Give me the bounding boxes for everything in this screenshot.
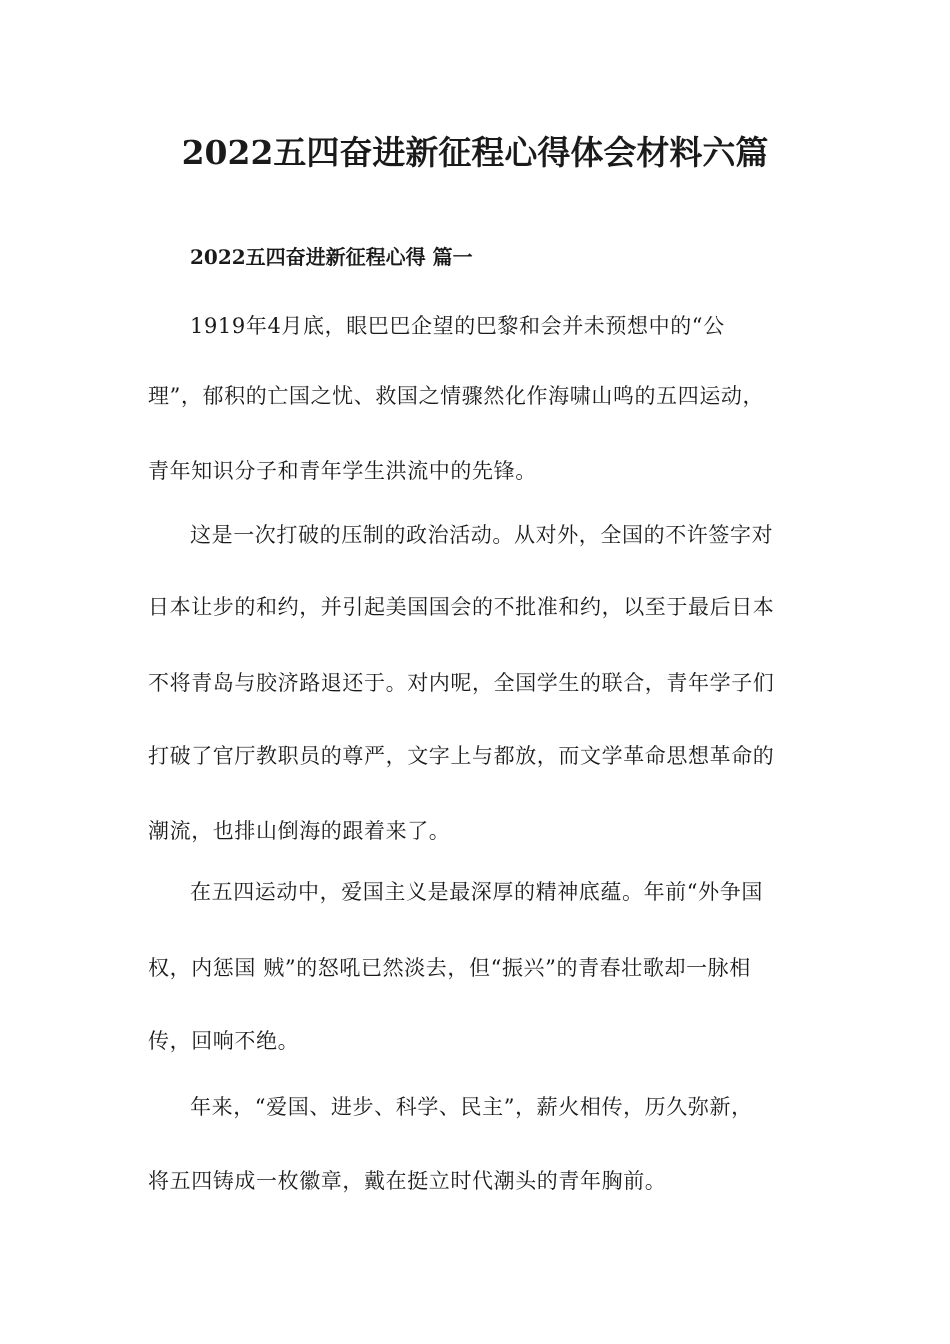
paragraph-line: 权，内惩国 贼”的怒吼已然淡去，但“振兴”的青春壮歌却一脉相 <box>148 956 751 980</box>
paragraph-line: 1919年4月底，眼巴巴企望的巴黎和会并未预想中的“公 <box>190 314 725 338</box>
paragraph-line: 理”，郁积的亡国之忧、救国之情骤然化作海啸山鸣的五四运动， <box>148 384 765 408</box>
paragraph-line: 年来，“爱国、进步、科学、民主”，薪火相传，历久弥新， <box>190 1095 753 1119</box>
paragraph-line: 不将青岛与胶济路退还于。对内呢，全国学生的联合，青年学子们 <box>148 671 775 695</box>
paragraph-line: 传，回响不绝。 <box>148 1029 300 1053</box>
paragraph-line: 潮流，也排山倒海的跟着来了。 <box>148 819 451 843</box>
paragraph-line: 打破了官厅教职员的尊严，文字上与都放，而文学革命思想革命的 <box>148 744 775 768</box>
section-heading: 2022五四奋进新征程心得 篇一 <box>190 245 473 269</box>
paragraph-line: 日本让步的和约，并引起美国国会的不批准和约，以至于最后日本 <box>148 595 775 619</box>
document-title: 2022五四奋进新征程心得体会材料六篇 <box>181 133 769 172</box>
paragraph-line: 青年知识分子和青年学生洪流中的先锋。 <box>148 459 537 483</box>
paragraph-line: 在五四运动中，爱国主义是最深厚的精神底蕴。年前“外争国 <box>190 880 763 904</box>
paragraph-line: 这是一次打破的压制的政治活动。从对外，全国的不许签字对 <box>190 523 774 547</box>
paragraph-line: 将五四铸成一枚徽章，戴在挺立时代潮头的青年胸前。 <box>148 1169 667 1193</box>
